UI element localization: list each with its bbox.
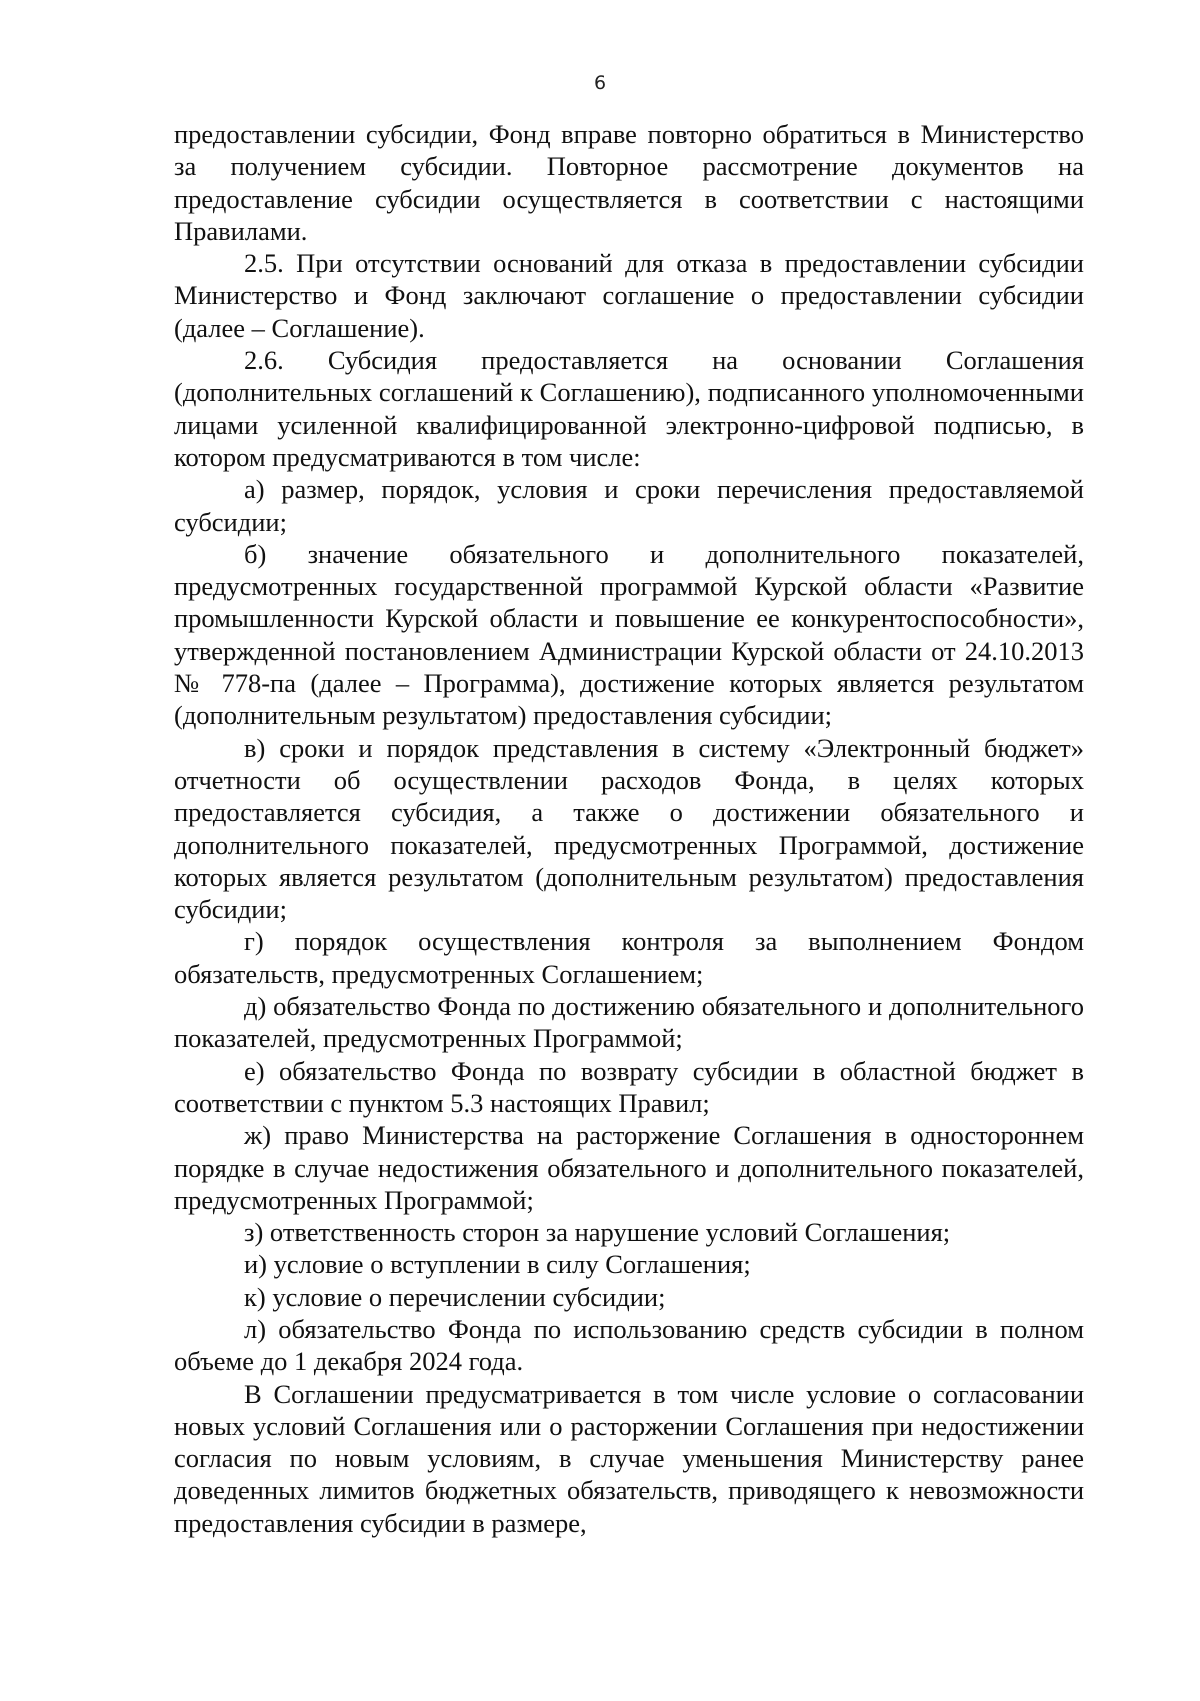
paragraph-2-6: 2.6. Субсидия предоставляется на основании Соглашения (дополнительных соглашений к Соглашению), подписанного уполномоченными лицами усиленной квалифицированной электронно-цифровой подписью, в котором предусматриваются в том числе: [174,345,1084,472]
list-item-k: к) условие о перечислении субсидии; [244,1281,666,1312]
paragraph-continuation: предоставлении субсидии, Фонд вправе повторно обратиться в Министерство за получением субсидии. Повторное рассмотрение документов на предоставление субсидии осуществляется в соответствии с настоящими Правилами. [174,119,1084,246]
list-item-a: а) размер, порядок, условия и сроки перечисления предоставляемой субсидии; [174,474,1084,537]
list-item-g: г) порядок осуществления контроля за выполнением Фондом обязательств, предусмотренных Соглашением; [174,926,1084,989]
list-item-d: д) обязательство Фонда по достижению обязательного и дополнительного показателей, предусмотренных Программой; [174,991,1084,1054]
paragraph-agreement-conditions: В Соглашении предусматривается в том числе условие о согласовании новых условий Соглашения или о расторжении Соглашения при недостижении согласия по новым условиям, в случае уменьшения Министерству ранее доведенных лимитов бюджетных обязательств, приводящего к невозможности предоставления субсидии в размере, [174,1378,1084,1538]
list-item-zh: ж) право Министерства на расторжение Соглашения в одностороннем порядке в случае недостижения обязательного и дополнительного показателей, предусмотренных Программой; [174,1120,1084,1215]
list-item-b: б) значение обязательного и дополнительного показателей, предусмотренных государственной программой Курской области «Развитие промышленности Курской области и повышение ее конкурентоспособности», утвержденной постановлением Администрации Курской области от 24.10.2013 № 778-па (далее – Программа), достижение которых является результатом (дополнительным результатом) предоставления субсидии; [174,538,1084,731]
list-item-e: е) обязательство Фонда по возврату субсидии в областной бюджет в соответствии с пунктом 5.3 настоящих Правил; [174,1055,1084,1118]
page-number: 6 [593,72,607,94]
list-item-l: л) обязательство Фонда по использованию средств субсидии в полном объеме до 1 декабря 2024 года. [174,1313,1084,1377]
list-item-v: в) сроки и порядок представления в систему «Электронный бюджет» отчетности об осуществлении расходов Фонда, в целях которых предоставляется субсидия, а также о достижении обязательного и дополнительного показателей, предусмотренных Программой, достижение которых является результатом (дополнительным результатом) предоставления субсидии; [174,732,1084,925]
paragraph-2-5: 2.5. При отсутствии оснований для отказа в предоставлении субсидии Министерство и Фонд заключают соглашение о предоставлении субсидии (далее – Соглашение). [174,248,1084,343]
document-body [174,118,1084,1539]
list-item-i: и) условие о вступлении в силу Соглашения; [244,1249,751,1280]
list-item-z: з) ответственность сторон за нарушение условий Соглашения; [244,1217,951,1248]
